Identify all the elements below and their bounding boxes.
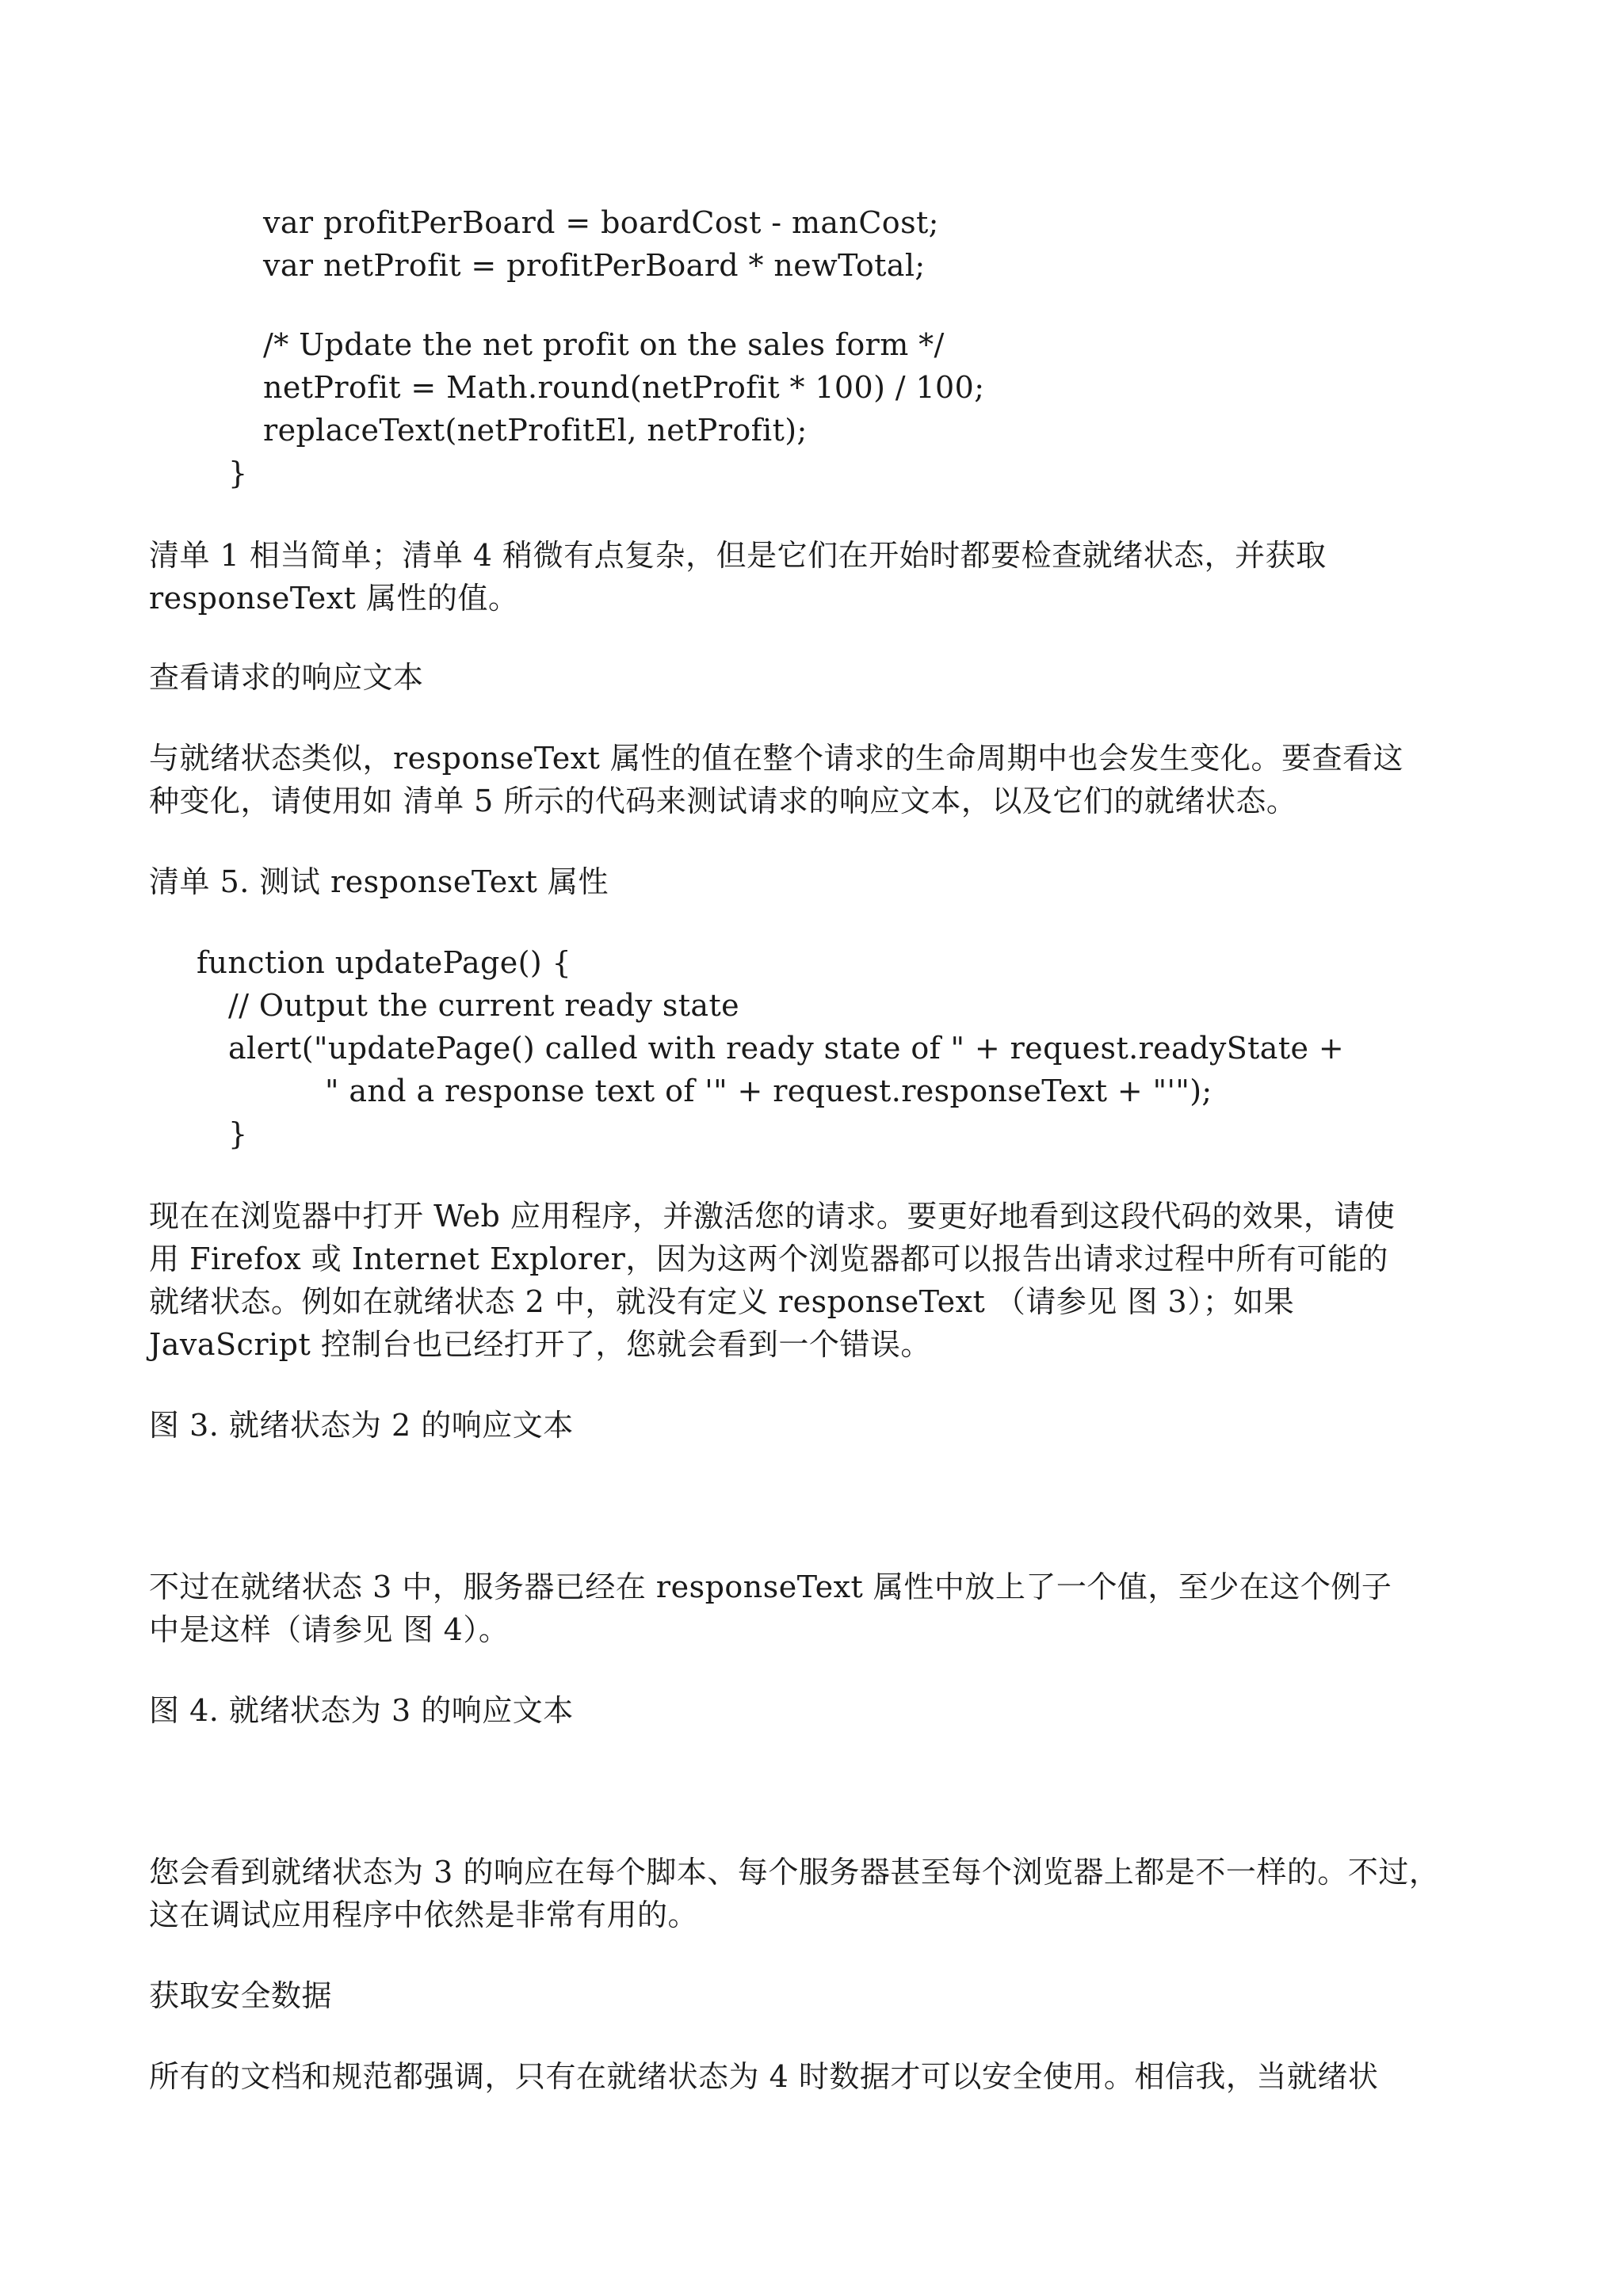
figure-caption: 图 4. 就绪状态为 3 的响应文本: [149, 1693, 574, 1728]
code-line: // Output the current ready state: [228, 988, 740, 1023]
paragraph-line: 种变化，请使用如 清单 5 所示的代码来测试请求的响应文本，以及它们的就绪状态。: [149, 784, 1297, 818]
paragraph-line: 清单 1 相当简单；清单 4 稍微有点复杂，但是它们在开始时都要检查就绪状态，并获取: [149, 538, 1327, 573]
code-line: function updatePage() {: [197, 945, 572, 980]
paragraph-line: 现在在浏览器中打开 Web 应用程序，并激活您的请求。要更好地看到这段代码的效果，请使: [149, 1199, 1396, 1234]
paragraph-line: 中是这样（请参见 图 4）。: [149, 1612, 510, 1647]
paragraph-line: 用 Firefox 或 Internet Explorer，因为这两个浏览器都可以报告出请求过程中所有可能的: [149, 1241, 1388, 1276]
paragraph-line: 与就绪状态类似，responseText 属性的值在整个请求的生命周期中也会发生变化。要查看这: [149, 741, 1403, 776]
code-line: replaceText(netProfitEl, netProfit);: [263, 413, 808, 448]
code-line: var netProfit = profitPerBoard * newTotal;: [263, 248, 926, 283]
section-heading: 获取安全数据: [149, 1978, 333, 2013]
paragraph-line: 不过在就绪状态 3 中，服务器已经在 responseText 属性中放上了一个值，至少在这个例子: [149, 1569, 1392, 1604]
code-line: netProfit = Math.round(netProfit * 100) / 100;: [263, 370, 985, 405]
paragraph-line: JavaScript 控制台也已经打开了，您就会看到一个错误。: [149, 1327, 931, 1362]
code-line: var profitPerBoard = boardCost - manCost;: [263, 205, 939, 240]
section-heading: 查看请求的响应文本: [149, 660, 424, 695]
code-line: " and a response text of '" + request.responseText + "'");: [325, 1074, 1212, 1108]
listing-title: 清单 5. 测试 responseText 属性: [149, 864, 609, 899]
paragraph-line: 您会看到就绪状态为 3 的响应在每个脚本、每个服务器甚至每个浏览器上都是不一样的。不过，: [149, 1855, 1440, 1890]
paragraph-line: 所有的文档和规范都强调，只有在就绪状态为 4 时数据才可以安全使用。相信我，当就绪状: [149, 2059, 1379, 2094]
code-line: }: [228, 1116, 248, 1151]
paragraph-line: responseText 属性的值。: [149, 581, 519, 616]
paragraph-line: 就绪状态。例如在就绪状态 2 中，就没有定义 responseText （请参见 图 3）；如果: [149, 1284, 1295, 1319]
paragraph-line: 这在调试应用程序中依然是非常有用的。: [149, 1897, 699, 1932]
code-line: }: [228, 456, 248, 490]
figure-caption: 图 3. 就绪状态为 2 的响应文本: [149, 1408, 574, 1443]
code-line: /* Update the net profit on the sales form */: [263, 327, 945, 362]
code-line: alert("updatePage() called with ready state of " + request.readyState +: [228, 1031, 1345, 1066]
